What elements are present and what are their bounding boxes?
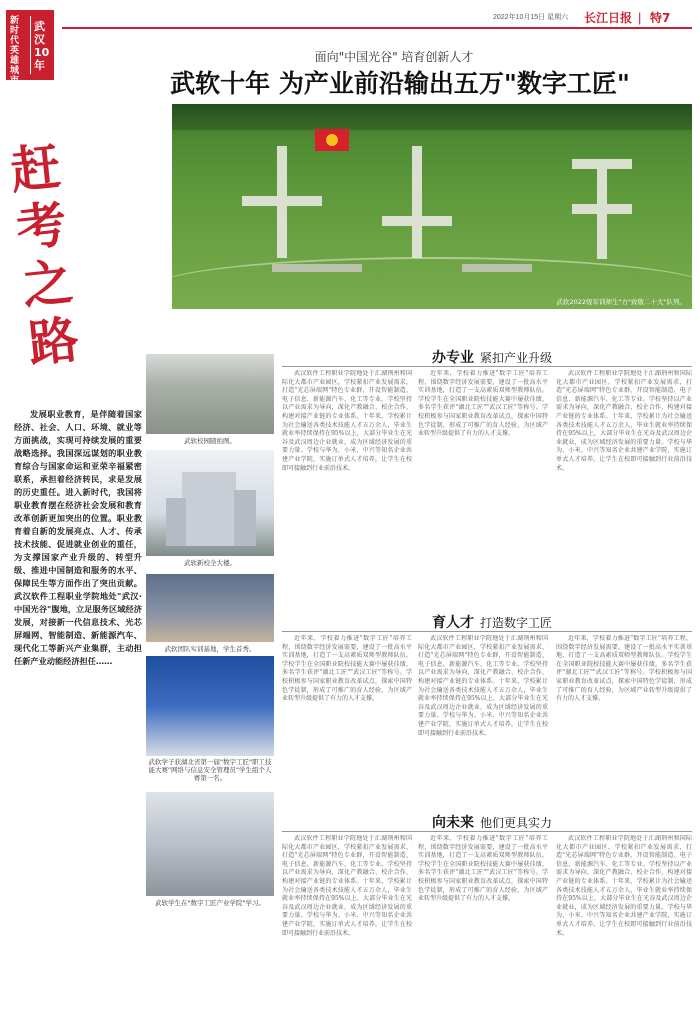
- photo-caption: 武软学生在"数字工匠产业学院"学习。: [155, 899, 265, 907]
- section-keyword: 育人才: [432, 615, 474, 631]
- headline: 武软十年 为产业前沿输出五万"数字工匠": [170, 69, 630, 98]
- lab-photo-image: [146, 574, 274, 642]
- section-title-1: [432, 347, 552, 367]
- article-text: 近年来，学校着力推进"数字工匠"培养工程，围绕数字经济发展需要，建设了一批高水平实训基地，打造了一支高素质双师型教师队伍。学校学生在全国职业院校技能大赛中屡获佳绩，多名学生获评"湖北工匠""武汉工匠"等称号。学校积极参与国家职业教育改革试点，探索中国特色学徒制，形成了可推广的育人经验，为区域产业转型升级提供了有力的人才支撑。: [556, 635, 692, 703]
- main-photo-caption: 武软2022级军训师生"方"致敬二十大"队列。: [556, 298, 686, 306]
- header-separator: |: [638, 10, 642, 25]
- section-subtitle: 他们更具实力: [480, 816, 553, 830]
- article-column: [282, 635, 412, 805]
- newspaper-name: 长江日报: [584, 11, 633, 25]
- issue-date: 2022年10月15日 星期六: [493, 14, 569, 21]
- building-illustration: [146, 450, 274, 556]
- photo-caption: 武软团队实训基地，学生首秀。: [164, 645, 256, 653]
- article-column: [556, 835, 692, 1015]
- section-title-3: [432, 812, 552, 832]
- series-badge: 武汉10年: [34, 20, 50, 72]
- section-subtitle: 紧扣产业升级: [480, 351, 553, 365]
- article-column: [418, 835, 548, 1015]
- article-text: 武汉软件工程职业学院地处于汇湖荆州和国际化大都市产业园区，学校紧扣产业发展需求，打造"光芯屏端网"特色专业群，开设智能制造、电子信息、新能源汽车、化工等专业。学校坚持以产业需求为导向，深化产教融合、校企合作，构建对接产业链的专业体系。十年来，学校累计为社会输送各类技术技能人才五万余人，毕业生就业率持续保持在95%以上，大部分毕业生在光谷及武汉周边企业就业，成为区域经济发展的重要力量。学校与华为、小米、中兴等知名企业共建产业学院，实施订单式人才培养，让学生在校即可接触到行业前沿技术。: [282, 835, 412, 937]
- classroom-photo-image: [146, 792, 274, 896]
- building-photo-image: [146, 450, 274, 556]
- campus-photo: [146, 354, 274, 446]
- article-column: [282, 835, 412, 1015]
- lab-photo: [146, 574, 274, 654]
- section-rule: [282, 366, 692, 367]
- article-text: 近年来，学校着力推进"数字工匠"培养工程，围绕数字经济发展需要，建设了一批高水平实训基地，打造了一支高素质双师型教师队伍。学校学生在全国职业院校技能大赛中屡获佳绩，多名学生获评"湖北工匠""武汉工匠"等称号。学校积极参与国家职业教育改革试点，探索中国特色学徒制，形成了可推广的育人经验，为区域产业转型升级提供了有力的人才支撑。: [418, 370, 548, 438]
- main-photo: [172, 104, 692, 309]
- building-photo: [146, 450, 274, 570]
- photo-caption: 武软学子获湖北省第一届"数字工匠"职工技能大赛"网络与信息安全管理员"学生组个人赛第一名。: [148, 758, 272, 782]
- section-rule: [282, 831, 692, 832]
- article-text: 武汉软件工程职业学院地处于汇湖荆州和国际化大都市产业园区，学校紧扣产业发展需求，打造"光芯屏端网"特色专业群，开设智能制造、电子信息、新能源汽车、化工等专业。学校坚持以产业需求为导向，深化产教融合、校企合作，构建对接产业链的专业体系。十年来，学校累计为社会输送各类技术技能人才五万余人，毕业生就业率持续保持在95%以上，大部分毕业生在光谷及武汉周边企业就业，成为区域经济发展的重要力量。学校与华为、小米、中兴等知名企业共建产业学院，实施订单式人才培养，让学生在校即可接触到行业前沿技术。: [556, 370, 692, 472]
- competition-photo: [146, 656, 274, 784]
- article-text: 近年来，学校着力推进"数字工匠"培养工程，围绕数字经济发展需要，建设了一批高水平实训基地，打造了一支高素质双师型教师队伍。学校学生在全国职业院校技能大赛中屡获佳绩，多名学生获评"湖北工匠""武汉工匠"等称号。学校积极参与国家职业教育改革试点，探索中国特色学徒制，形成了可推广的育人经验，为区域产业转型升级提供了有力的人才支撑。: [418, 835, 548, 903]
- article-column: [418, 635, 548, 805]
- series-title: 新时代英雄城市: [10, 16, 20, 86]
- campus-photo-image: [146, 354, 274, 434]
- article-text: 武汉软件工程职业学院地处于汇湖荆州和国际化大都市产业园区，学校紧扣产业发展需求，打造"光芯屏端网"特色专业群，开设智能制造、电子信息、新能源汽车、化工等专业。学校坚持以产业需求为导向，深化产教融合、校企合作，构建对接产业链的专业体系。十年来，学校累计为社会输送各类技术技能人才五万余人，毕业生就业率持续保持在95%以上，大部分毕业生在光谷及武汉周边企业就业，成为区域经济发展的重要力量。学校与华为、小米、中兴等知名企业共建产业学院，实施订单式人才培养，让学生在校即可接触到行业前沿技术。: [282, 370, 412, 472]
- photo-caption: 武软新校全大楼。: [184, 559, 236, 567]
- calligraphy-column-title: 赶考之路: [7, 136, 82, 374]
- section-band: [6, 10, 54, 86]
- article-column: [556, 635, 692, 805]
- photo-caption: 武软校园随拍图。: [184, 437, 236, 445]
- page-label: 特7: [650, 11, 671, 25]
- article-column: [282, 370, 412, 606]
- section-subtitle: 打造数字工匠: [480, 616, 553, 630]
- article-text: 近年来，学校着力推进"数字工匠"培养工程，围绕数字经济发展需要，建设了一批高水平实训基地，打造了一支高素质双师型教师队伍。学校学生在全国职业院校技能大赛中屡获佳绩，多名学生获评"湖北工匠""武汉工匠"等称号。学校积极参与国家职业教育改革试点，探索中国特色学徒制，形成了可推广的育人经验，为区域产业转型升级提供了有力的人才支撑。: [282, 635, 412, 703]
- lead-paragraph: [14, 408, 142, 668]
- section-rule: [282, 631, 692, 632]
- kicker: 面向"中国光谷" 培育创新人才: [314, 50, 474, 64]
- band-divider: [30, 16, 31, 74]
- article-column: [556, 370, 692, 606]
- classroom-photo: [146, 792, 274, 908]
- article-column: [418, 370, 548, 606]
- section-title-2: [432, 612, 552, 632]
- section-keyword: 办专业: [432, 350, 474, 366]
- section-keyword: 向未来: [432, 815, 474, 831]
- header-rule: [62, 27, 692, 29]
- article-text: 武汉软件工程职业学院地处于汇湖荆州和国际化大都市产业园区，学校紧扣产业发展需求，打造"光芯屏端网"特色专业群，开设智能制造、电子信息、新能源汽车、化工等专业。学校坚持以产业需求为导向，深化产教融合、校企合作，构建对接产业链的专业体系。十年来，学校累计为社会输送各类技术技能人才五万余人，毕业生就业率持续保持在95%以上，大部分毕业生在光谷及武汉周边企业就业，成为区域经济发展的重要力量。学校与华为、小米、中兴等知名企业共建产业学院，实施订单式人才培养，让学生在校即可接触到行业前沿技术。: [418, 635, 548, 737]
- lead-text: 发展职业教育，是伴随着国家经济、社会、人口、环境、就业等方面挑战，实现可持续发展的重要战略选择。我国深远谋划的职业教育综合与国家命运和亚荣辛福紧密联系，承担着经济转民，求是发展的历史重任。进入新时代，我国将职业教育摆在经济社会发展和教育改革创新更加突出的位置。职业教育着自新的发展亮点、人才、传承技术技能、促进就业创业的重任，为支撑国家产业升级的、转型升级、推进中国制造和服务的水平、保障民生等方面作出了突出贡献。武汉软件工程职业学院地处"武汉·中国光谷"腹地，立足服务区域经济发展，对接新一代信息技术、光芯屏端网、智能制造、新能源汽车、现代化工等新兴产业集群，主动担任新产业动能经济担任……: [14, 409, 142, 666]
- competition-photo-image: [146, 656, 274, 756]
- article-text: 武汉软件工程职业学院地处于汇湖荆州和国际化大都市产业园区，学校紧扣产业发展需求，打造"光芯屏端网"特色专业群，开设智能制造、电子信息、新能源汽车、化工等专业。学校坚持以产业需求为导向，深化产教融合、校企合作，构建对接产业链的专业体系。十年来，学校累计为社会输送各类技术技能人才五万余人，毕业生就业率持续保持在95%以上，大部分毕业生在光谷及武汉周边企业就业，成为区域经济发展的重要力量。学校与华为、小米、中兴等知名企业共建产业学院，实施订单式人才培养，让学生在校即可接触到行业前沿技术。: [556, 835, 692, 937]
